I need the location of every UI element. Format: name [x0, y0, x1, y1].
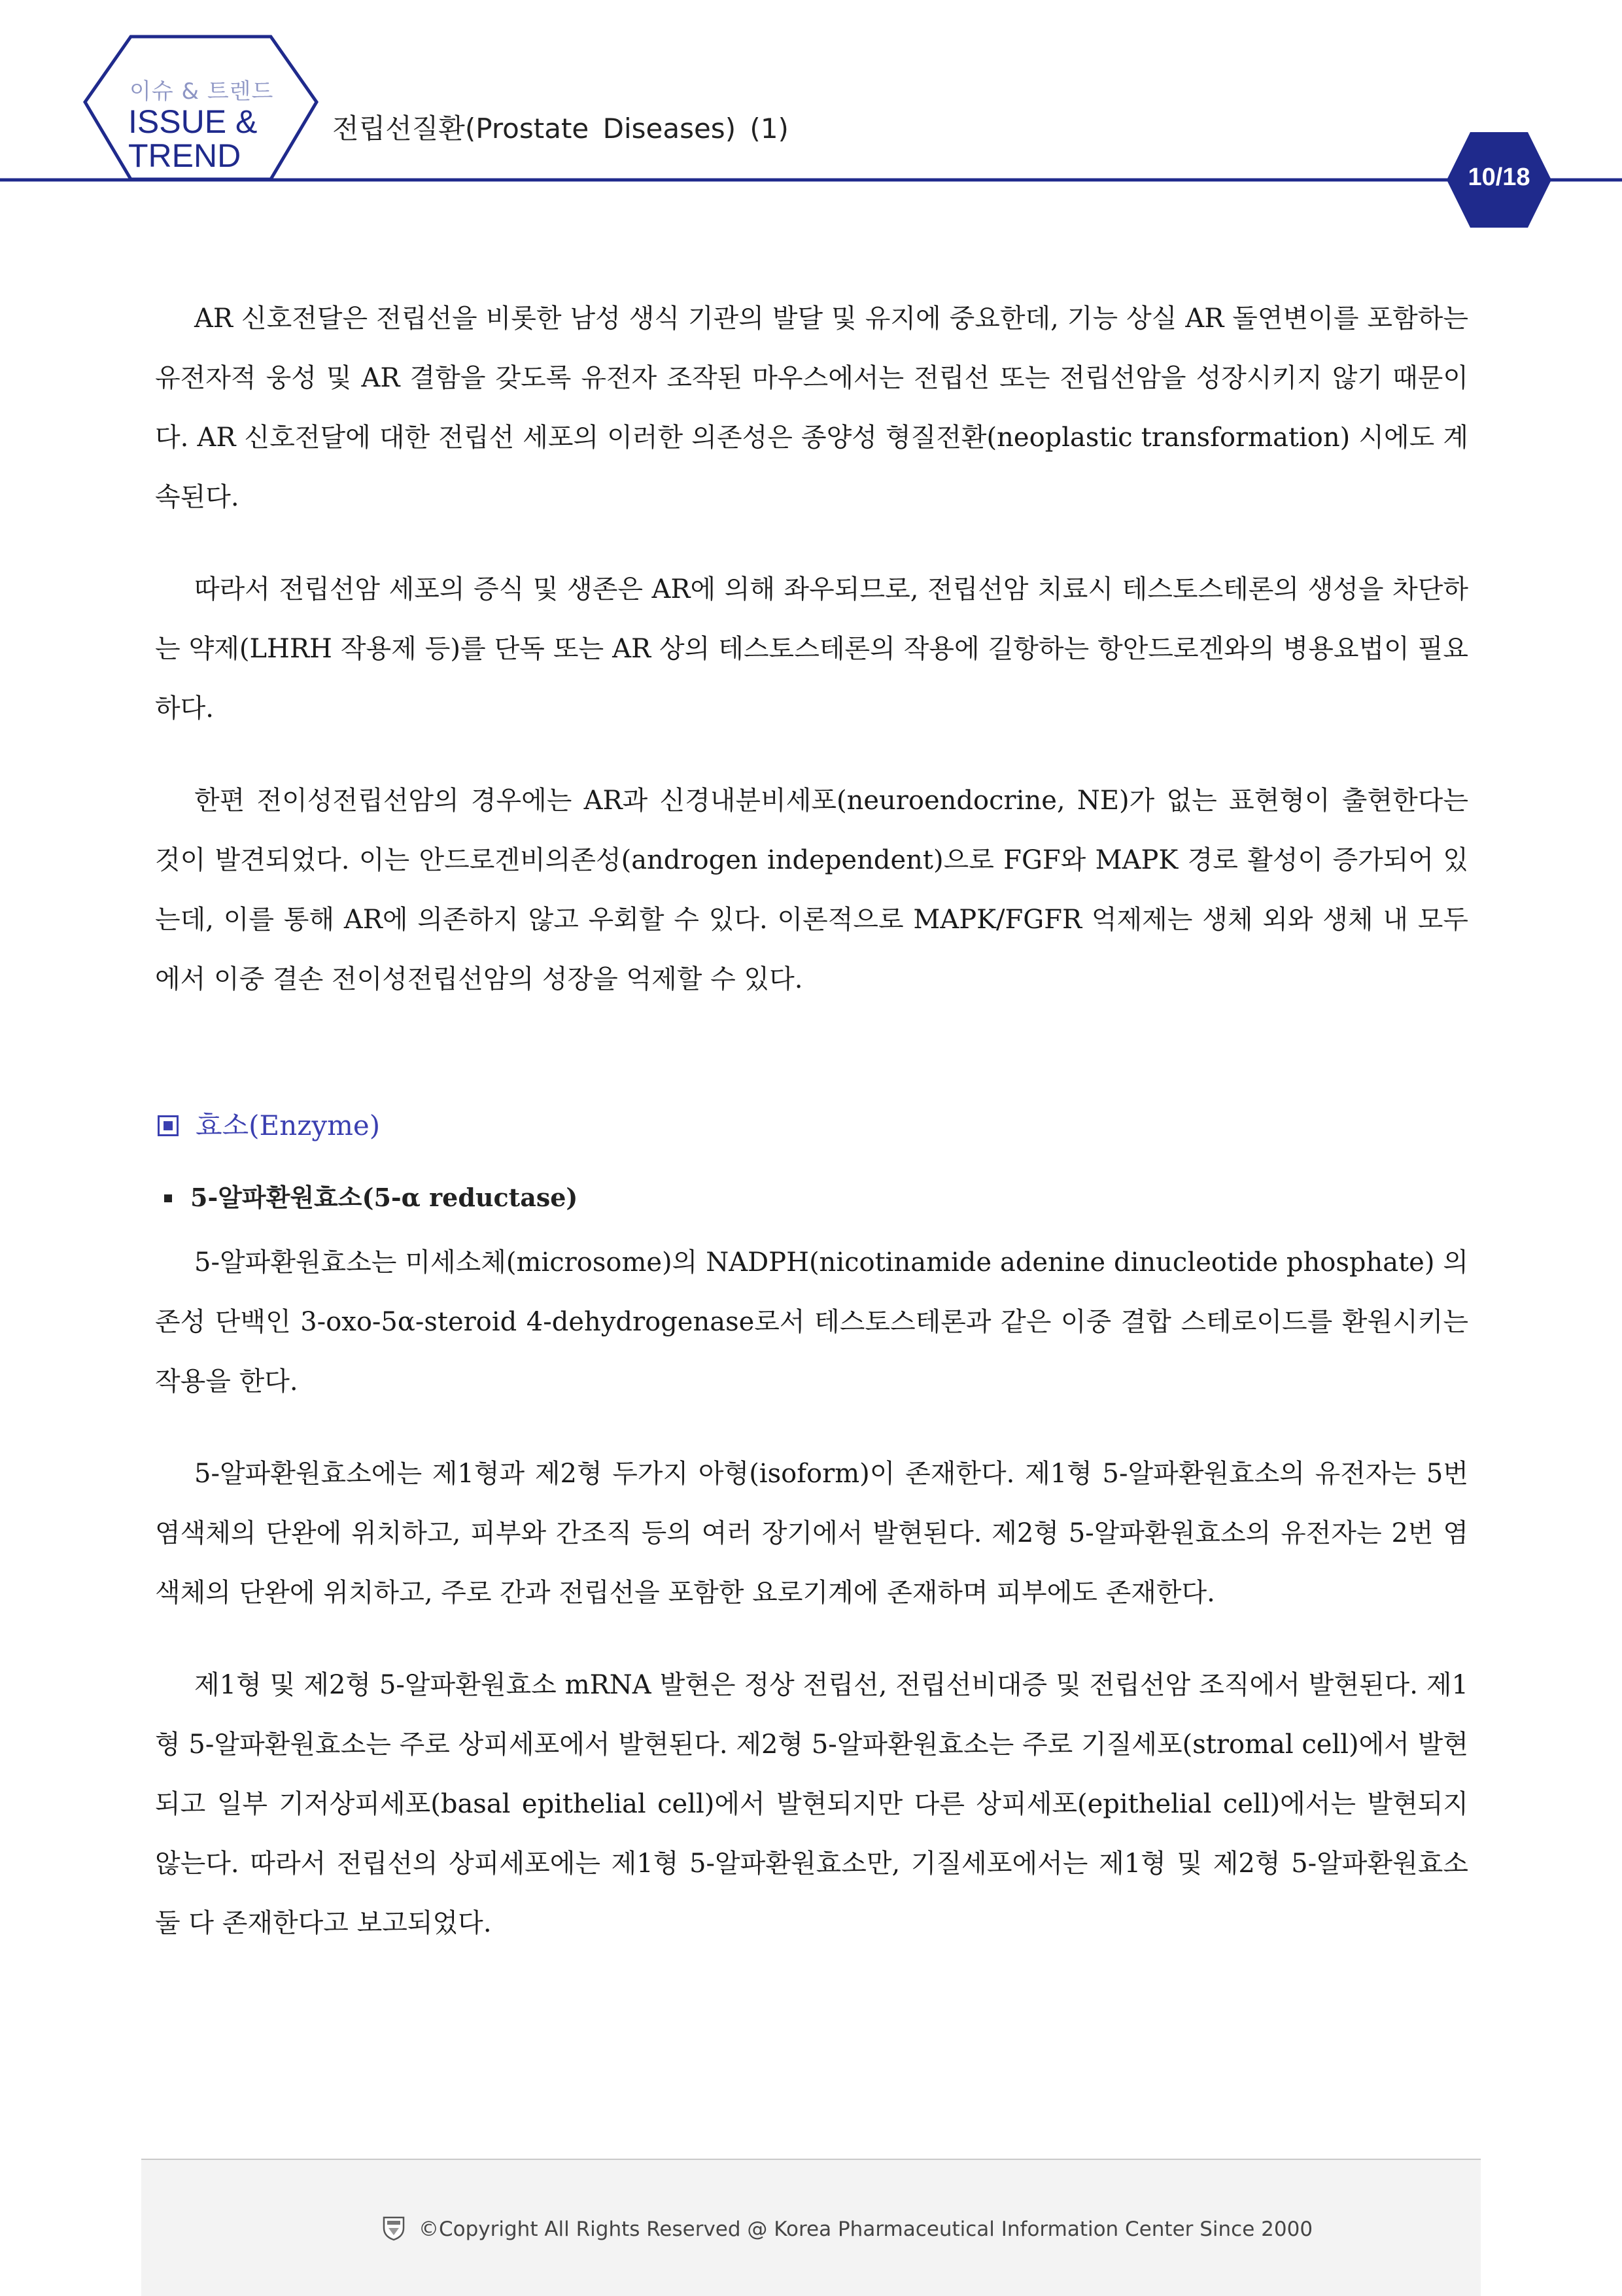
copyright-text: ©Copyright All Rights Reserved @ Korea Pharmaceutical Information Center Since 2000: [419, 2218, 1313, 2241]
paragraph-expression: 제1형 및 제2형 5-알파환원효소 mRNA 발현은 정상 전립선, 전립선비대증 및 전립선암 조직에서 발현된다. 제1형 5-알파환원효소는 주로 상피세포에서 발현된다. 제2형 5-알파환원효소는 주로 기질세포(stromal cell)에서 발현되고 일부 기저상피세포(basal epithelial cell)에서 발현되지만 다른 상피세포(epithelial cell)에서는 발현되지 않는다. 따라서 전립선의 상피세포에는 제1형 5-알파환원효소만, 기질세포에서는 제1형 및 제2형 5-알파환원효소 둘 다 존재한다고 보고되었다.: [155, 1670, 1468, 1938]
section-heading: [155, 1106, 1468, 1145]
logo-text: [128, 105, 257, 173]
document-body: [155, 289, 1468, 1953]
kpic-shield-icon: [382, 2215, 406, 2241]
logo-korean-label: 이슈 & 트렌드: [129, 78, 274, 105]
page-title: 전립선질환(Prostate Diseases) (1): [332, 113, 789, 145]
logo-line-issue: ISSUE &: [128, 103, 258, 140]
paragraph-isoforms: 5-알파환원효소에는 제1형과 제2형 두가지 아형(isoform)이 존재한다. 제1형 5-알파환원효소의 유전자는 5번 염색체의 단완에 위치하고, 피부와 간조직 등의 여러 장기에서 발현된다. 제2형 5-알파환원효소의 유전자는 2번 염색체의 단완에 위치하고, 주로 간과 전립선을 포함한 요로기계에 존재하며 피부에도 존재한다.: [155, 1459, 1468, 1608]
logo-line-trend: TREND: [128, 137, 241, 174]
footer-copyright: [382, 2215, 1313, 2241]
bullet-heading: [155, 1178, 1468, 1217]
page-number: 10/18: [1468, 164, 1530, 191]
paragraph-ar-signaling: AR 신호전달은 전립선을 비롯한 남성 생식 기관의 발달 및 유지에 중요한데, 기능 상실 AR 돌연변이를 포함하는 유전자적 웅성 및 AR 결함을 갖도록 유전자 조작된 마우스에서는 전립선 또는 전립선암을 성장시키지 않기 때문이다. AR 신호전달에 대한 전립선 세포의 이러한 의존성은 종양성 형질전환(neoplastic transformation) 시에도 계속된다.: [155, 304, 1468, 512]
section-title: 효소(Enzyme): [196, 1109, 381, 1141]
paragraph-metastatic: 한편 전이성전립선암의 경우에는 AR과 신경내분비세포(neuroendocrine, NE)가 없는 표현형이 출현한다는 것이 발견되었다. 이는 안드로겐비의존성(androgen independent)으로 FGF와 MAPK 경로 활성이 증가되어 있는데, 이를 통해 AR에 의존하지 않고 우회할 수 있다. 이론적으로 MAPK/FGFR 억제제는 생체 외와 생체 내 모두에서 이중 결손 전이성전립선암의 성장을 억제할 수 있다.: [155, 786, 1468, 994]
paragraph-enzyme-definition: 5-알파환원효소는 미세소체(microsome)의 NADPH(nicotinamide adenine dinucleotide phosphate) 의존성 단백인 3-oxo-5α-steroid 4-dehydrogenase로서 테스토스테론과 같은 이중 결합 스테로이드를 환원시키는 작용을 한다.: [155, 1247, 1468, 1397]
square-bullet-icon: [158, 1115, 179, 1136]
bullet-dot-icon: [164, 1194, 172, 1202]
bullet-title: 5-알파환원효소(5-α reductase): [190, 1183, 578, 1212]
paragraph-treatment: 따라서 전립선암 세포의 증식 및 생존은 AR에 의해 좌우되므로, 전립선암 치료시 테스토스테론의 생성을 차단하는 약제(LHRH 작용제 등)를 단독 또는 AR 상의 테스토스테론의 작용에 길항하는 항안드로겐와의 병용요법이 필요하다.: [155, 574, 1468, 723]
